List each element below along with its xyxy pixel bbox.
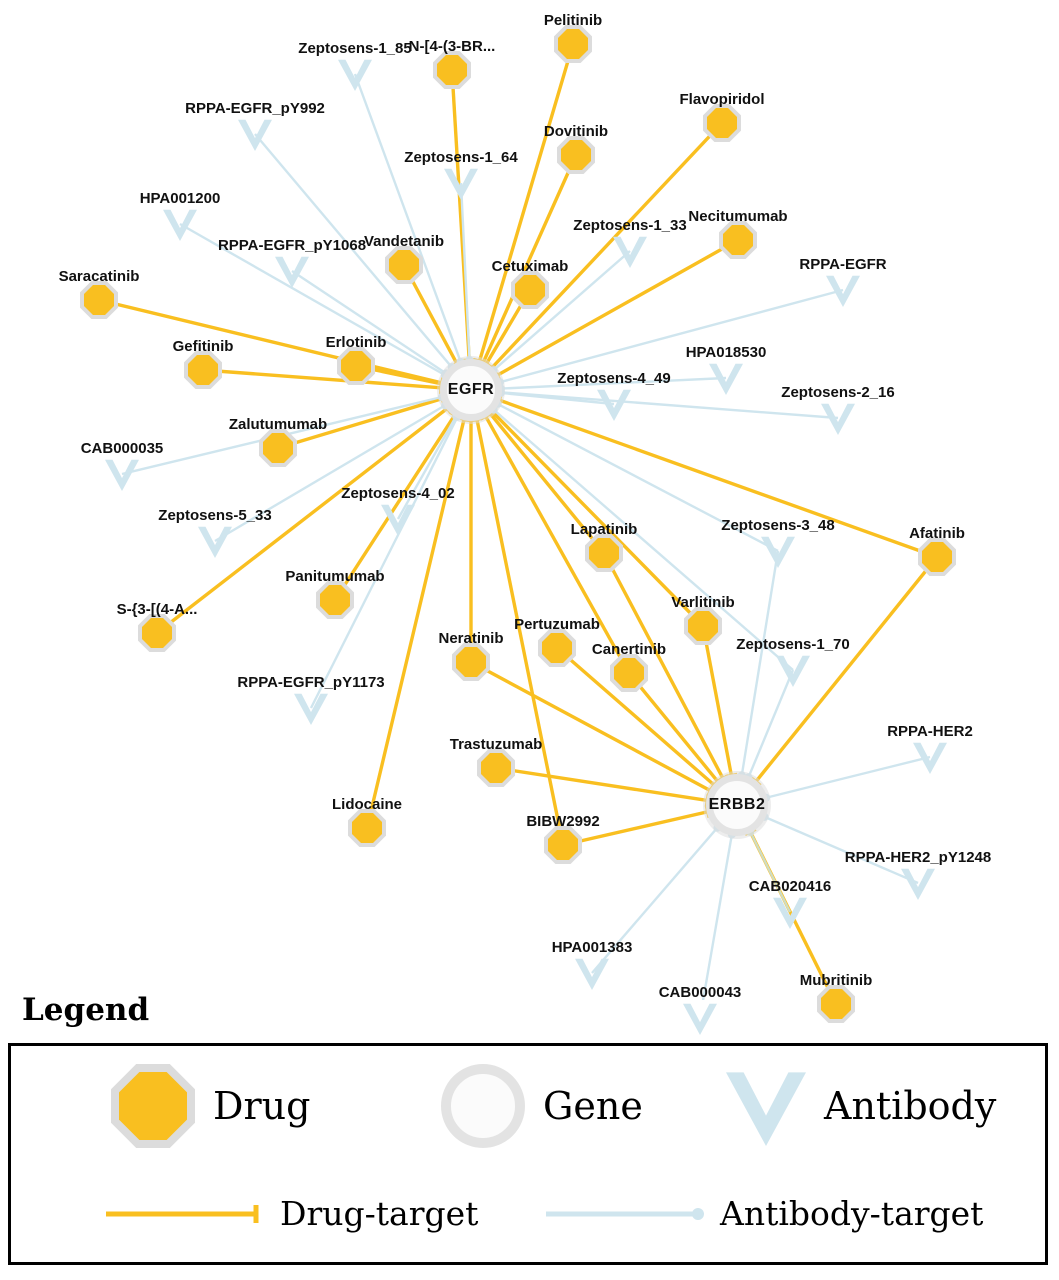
edge-antibody bbox=[215, 405, 445, 541]
drug-node-shape bbox=[558, 29, 588, 59]
edge-drug bbox=[629, 673, 718, 782]
legend-antibody-label: Antibody bbox=[824, 1084, 997, 1128]
node-label: Pertuzumab bbox=[514, 616, 600, 633]
node-label: Flavopiridol bbox=[679, 91, 765, 108]
edge-drug bbox=[367, 419, 464, 828]
node-label: N-[4-(3-BR... bbox=[408, 38, 496, 55]
edge-drug bbox=[490, 413, 604, 553]
legend-drug-target bbox=[106, 1194, 478, 1233]
edge-antibody bbox=[700, 835, 732, 1000]
legend-drug-target-label: Drug-target bbox=[280, 1194, 479, 1233]
node-label: Lidocaine bbox=[331, 796, 403, 813]
gene-icon bbox=[441, 1064, 525, 1148]
edge-antibody bbox=[766, 757, 930, 798]
node-label: Cetuximab bbox=[491, 258, 569, 275]
node-label: HPA018530 bbox=[685, 344, 767, 361]
drug-node-shape bbox=[561, 140, 591, 170]
node-label: S-{3-[(4-A... bbox=[116, 601, 198, 618]
edge-antibody bbox=[501, 392, 838, 418]
drug-node-shape bbox=[515, 275, 545, 305]
drug-node-shape bbox=[589, 538, 619, 568]
edge-antibody bbox=[592, 828, 717, 973]
node-label: Gefitinib bbox=[172, 338, 234, 355]
edge-drug bbox=[278, 399, 442, 448]
drug-node-shape bbox=[688, 611, 718, 641]
node-label: RPPA-EGFR_pY992 bbox=[185, 100, 325, 117]
node-label: BIBW2992 bbox=[526, 813, 600, 830]
node-label: Zeptosens-5_33 bbox=[158, 507, 272, 524]
node-label: CAB020416 bbox=[748, 878, 832, 895]
drug-node-shape bbox=[614, 658, 644, 688]
drug-node-shape bbox=[437, 55, 467, 85]
node-label: CAB000035 bbox=[80, 440, 164, 457]
drug-node-shape bbox=[542, 633, 572, 663]
gene-node-shape bbox=[440, 359, 502, 421]
legend-antibody-target-label: Antibody-target bbox=[720, 1194, 984, 1233]
node-label: Neratinib bbox=[438, 630, 504, 647]
drug-target-edge-icon bbox=[106, 1201, 266, 1227]
node-label: Trastuzumab bbox=[449, 736, 543, 753]
drug-node-shape bbox=[548, 830, 578, 860]
drug-node-shape bbox=[821, 989, 851, 1019]
legend-drug bbox=[111, 1064, 310, 1148]
drug-node-shape bbox=[456, 647, 486, 677]
drug-icon bbox=[111, 1064, 195, 1148]
legend-gene bbox=[441, 1064, 643, 1148]
node-label: Saracatinib bbox=[58, 268, 140, 285]
edge-antibody bbox=[255, 134, 452, 367]
drug-node-shape bbox=[142, 618, 172, 648]
node-label: RPPA-EGFR bbox=[799, 256, 887, 273]
drug-node-shape bbox=[341, 351, 371, 381]
drug-node-shape bbox=[84, 285, 114, 315]
edge-antibody bbox=[742, 551, 778, 775]
node-label: ERBB2 bbox=[708, 796, 766, 813]
node-label: RPPA-EGFR_pY1068 bbox=[217, 237, 367, 254]
legend-box bbox=[8, 1043, 1048, 1265]
edge-antibody bbox=[398, 416, 456, 519]
legend-drug-label: Drug bbox=[213, 1084, 311, 1128]
node-label: Zeptosens-4_02 bbox=[341, 485, 455, 502]
antibody-node-shape bbox=[683, 1001, 717, 1035]
node-label: Varlitinib bbox=[671, 594, 735, 611]
node-label: Mubritinib bbox=[799, 972, 873, 989]
drug-node-shape bbox=[352, 813, 382, 843]
edge-drug bbox=[703, 626, 731, 776]
node-label: Zeptosens-1_85 bbox=[298, 40, 412, 57]
edge-antibody bbox=[311, 417, 458, 708]
node-label: Necitumumab bbox=[688, 208, 788, 225]
node-label: Zeptosens-1_33 bbox=[573, 217, 687, 234]
node-label: HPA001200 bbox=[139, 190, 221, 207]
node-label: RPPA-EGFR_pY1173 bbox=[237, 674, 385, 691]
node-label: Canertinib bbox=[591, 641, 667, 658]
legend-title: Legend bbox=[22, 992, 150, 1028]
edge-drug bbox=[499, 400, 937, 557]
node-label: EGFR bbox=[447, 381, 495, 398]
drug-node-shape bbox=[707, 108, 737, 138]
edge-drug bbox=[99, 300, 442, 383]
gene-node-shape bbox=[706, 774, 768, 836]
node-label: Afatinib bbox=[909, 525, 965, 542]
legend-gene-label: Gene bbox=[543, 1084, 643, 1128]
node-label: Vandetanib bbox=[363, 233, 445, 250]
drug-node-shape bbox=[263, 433, 293, 463]
node-label: Zalutumumab bbox=[228, 416, 328, 433]
edge-drug bbox=[756, 557, 937, 782]
node-label: RPPA-HER2_pY1248 bbox=[844, 849, 992, 866]
drug-node-shape bbox=[389, 250, 419, 280]
node-label: Panitumumab bbox=[285, 568, 385, 585]
node-label: Dovitinib bbox=[543, 123, 609, 140]
edge-antibody bbox=[765, 817, 918, 883]
drug-node-shape bbox=[320, 585, 350, 615]
edge-antibody bbox=[498, 404, 778, 551]
antibody-icon bbox=[726, 1066, 806, 1146]
node-label: Zeptosens-4_49 bbox=[557, 370, 671, 387]
node-label: Zeptosens-1_70 bbox=[736, 636, 850, 653]
legend-antibody-target bbox=[546, 1194, 983, 1233]
antibody-target-edge-icon bbox=[546, 1201, 706, 1227]
drug-node-shape bbox=[481, 753, 511, 783]
edge-drug bbox=[492, 411, 703, 626]
node-label: CAB000043 bbox=[658, 984, 742, 1001]
node-label: RPPA-HER2 bbox=[887, 723, 973, 740]
drug-node-shape bbox=[188, 355, 218, 385]
edge-antibody bbox=[355, 74, 461, 362]
drug-node-shape bbox=[922, 542, 952, 572]
node-label: Lapatinib bbox=[570, 521, 638, 538]
node-label: Pelitinib bbox=[543, 12, 603, 29]
node-label: HPA001383 bbox=[551, 939, 633, 956]
legend-antibody bbox=[726, 1066, 996, 1146]
drug-node-shape bbox=[723, 225, 753, 255]
edge-drug bbox=[335, 415, 455, 600]
node-label: Zeptosens-3_48 bbox=[721, 517, 835, 534]
edge-drug bbox=[563, 812, 708, 845]
edge-other bbox=[750, 832, 790, 912]
node-label: Erlotinib bbox=[325, 334, 387, 351]
edge-antibody bbox=[501, 378, 726, 389]
node-label: Zeptosens-1_64 bbox=[404, 149, 518, 166]
node-label: Zeptosens-2_16 bbox=[781, 384, 895, 401]
